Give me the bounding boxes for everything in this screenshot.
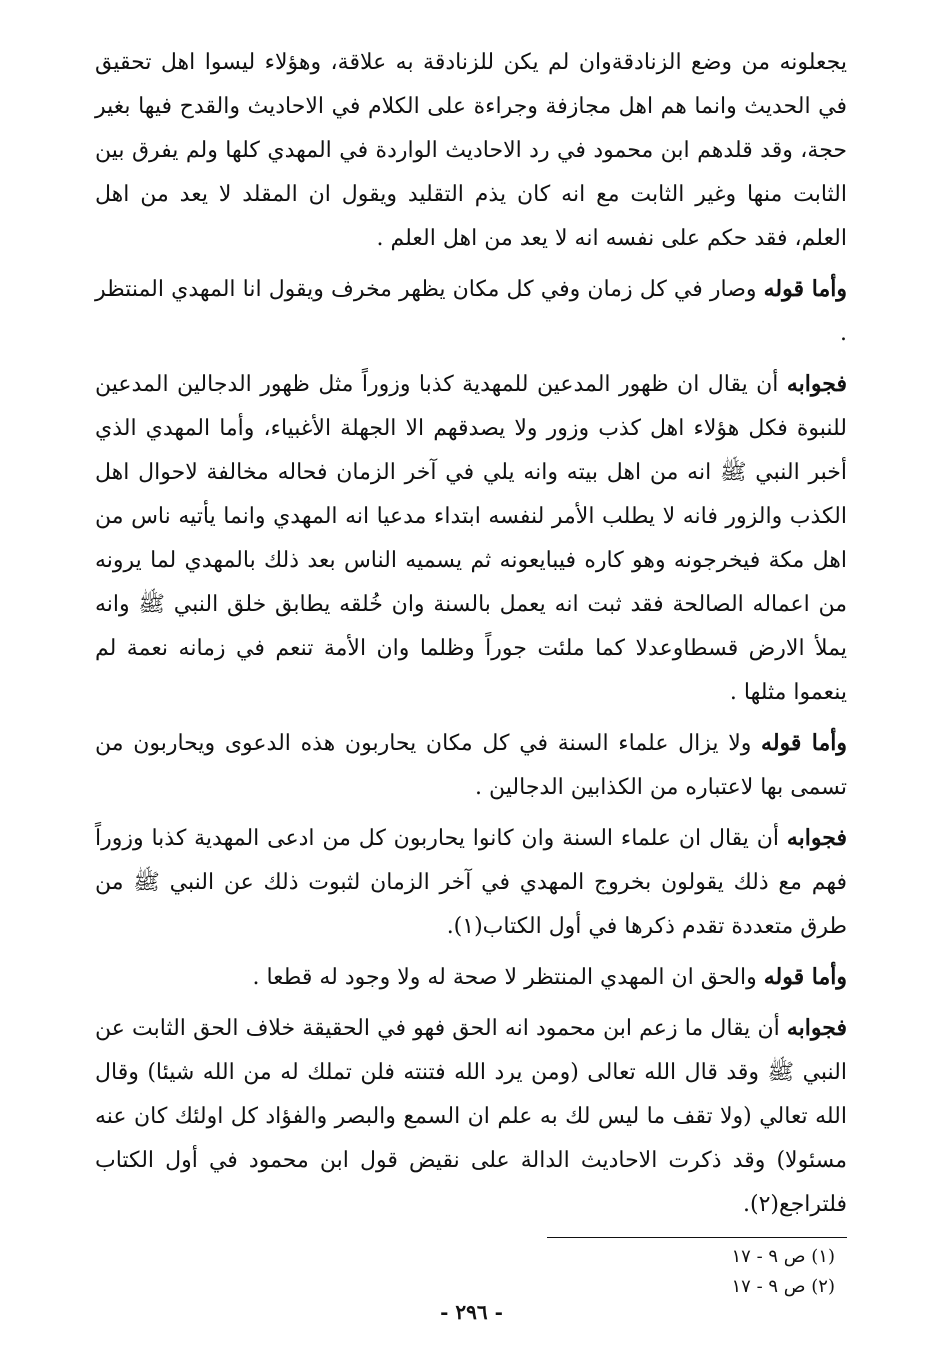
paragraph-6: [95, 955, 847, 1000]
paragraph-text: أن يقال ان علماء السنة وان كانوا يحاربون كل من ادعى المهدية كذبا وزوراً فهم مع ذلك يقولون بخروج المهدي في آخر الزمان لثبوت ذلك عن النبي ﷺ من طرق متعددة تقدم ذكرها في أول الكتاب(١).: [95, 826, 847, 939]
footnote-divider: [547, 1237, 847, 1238]
paragraph-lead: وأما قوله: [763, 276, 847, 302]
paragraph-text: يجعلونه من وضع الزنادقةوان لم يكن للزنادقة به علاقة، وهؤلاء ليسوا اهل تحقيق في الحديث وانما هم اهل مجازفة وجراءة على الكلام في الاحاديث والقدح فيها بغير حجة، وقد قلدهم ابن محمود في رد الاحاديث الواردة في المهدي كلها ولم يفرق بين الثابت منها وغير الثابت مع انه كان يذم التقليد ويقول ان المقلد لا يعد من اهل العلم، فقد حكم على نفسه انه لا يعد من اهل العلم .: [95, 50, 847, 251]
paragraph-7: [95, 1006, 847, 1227]
paragraph-text: أن يقال ما زعم ابن محمود انه الحق فهو في الحقيقة خلاف الحق الثابت عن النبي ﷺ وقد قال الله تعالى (ومن يرد الله فتنته فلن تملك له من الله شيئا) وقال الله تعالي (ولا تقف ما ليس لك به علم ان السمع والبصر والفؤاد كل اولئك كان عنه مسئولا) وقد ذكرت الاحاديث الدالة على نقيض قول ابن محمود في أول الكتاب فلتراجع(٢).: [95, 1016, 847, 1217]
paragraph-4: [95, 721, 847, 810]
paragraph-lead: فجوابه: [786, 1015, 847, 1041]
paragraph-lead: فجوابه: [786, 371, 847, 397]
footnote-2: (٢) ص ٩ - ١٧: [731, 1276, 835, 1297]
footnote-1: (١) ص ٩ - ١٧: [731, 1246, 835, 1267]
paragraph-3: [95, 362, 847, 715]
footnotes: [95, 1242, 847, 1302]
paragraph-text: والحق ان المهدي المنتظر لا صحة له ولا وجود له قطعا .: [252, 965, 764, 990]
paragraph-lead: وأما قوله: [761, 730, 847, 756]
page-number: - ٢٩٦ -: [440, 1300, 503, 1324]
page-body: [95, 40, 847, 1330]
paragraph-5: [95, 816, 847, 949]
paragraph-1: [95, 40, 847, 261]
paragraph-2: [95, 267, 847, 356]
paragraph-text: أن يقال ان ظهور المدعين للمهدية كذبا وزوراً مثل ظهور الدجالين المدعين للنبوة فكل هؤلاء اهل كذب وزور ولا يصدقهم الا الجهلة الأغبياء، وأما المهدي الذي أخبر النبي ﷺ انه من اهل بيته وانه يلي في آخر الزمان فحاله مخالفة لاحوال اهل الكذب والزور فانه لا يطلب الأمر لنفسه ابتداء مدعيا انه المهدي وانما يأتيه ناس من اهل مكة فيخرجونه وهو كاره فيبايعونه ثم يسميه الناس بعد ذلك بالمهدي لما يرونه من اعماله الصالحة فقد ثبت انه يعمل بالسنة وان خُلقه يطابق خلق النبي ﷺ وانه يملأ الارض قسطاوعدلا كما ملئت جوراً وظلما وان الأمة تنعم في زمانه نعمة لم ينعموا مثلها .: [95, 372, 847, 705]
paragraph-lead: وأما قوله: [763, 964, 847, 990]
paragraph-text: وصار في كل زمان وفي كل مكان يظهر مخرف ويقول انا المهدي المنتظر .: [95, 277, 847, 346]
paragraph-text: ولا يزال علماء السنة في كل مكان يحاربون هذه الدعوى ويحاربون من تسمى بها لاعتباره من الكذابين الدجالين .: [95, 731, 847, 800]
paragraph-lead: فجوابه: [786, 825, 847, 851]
